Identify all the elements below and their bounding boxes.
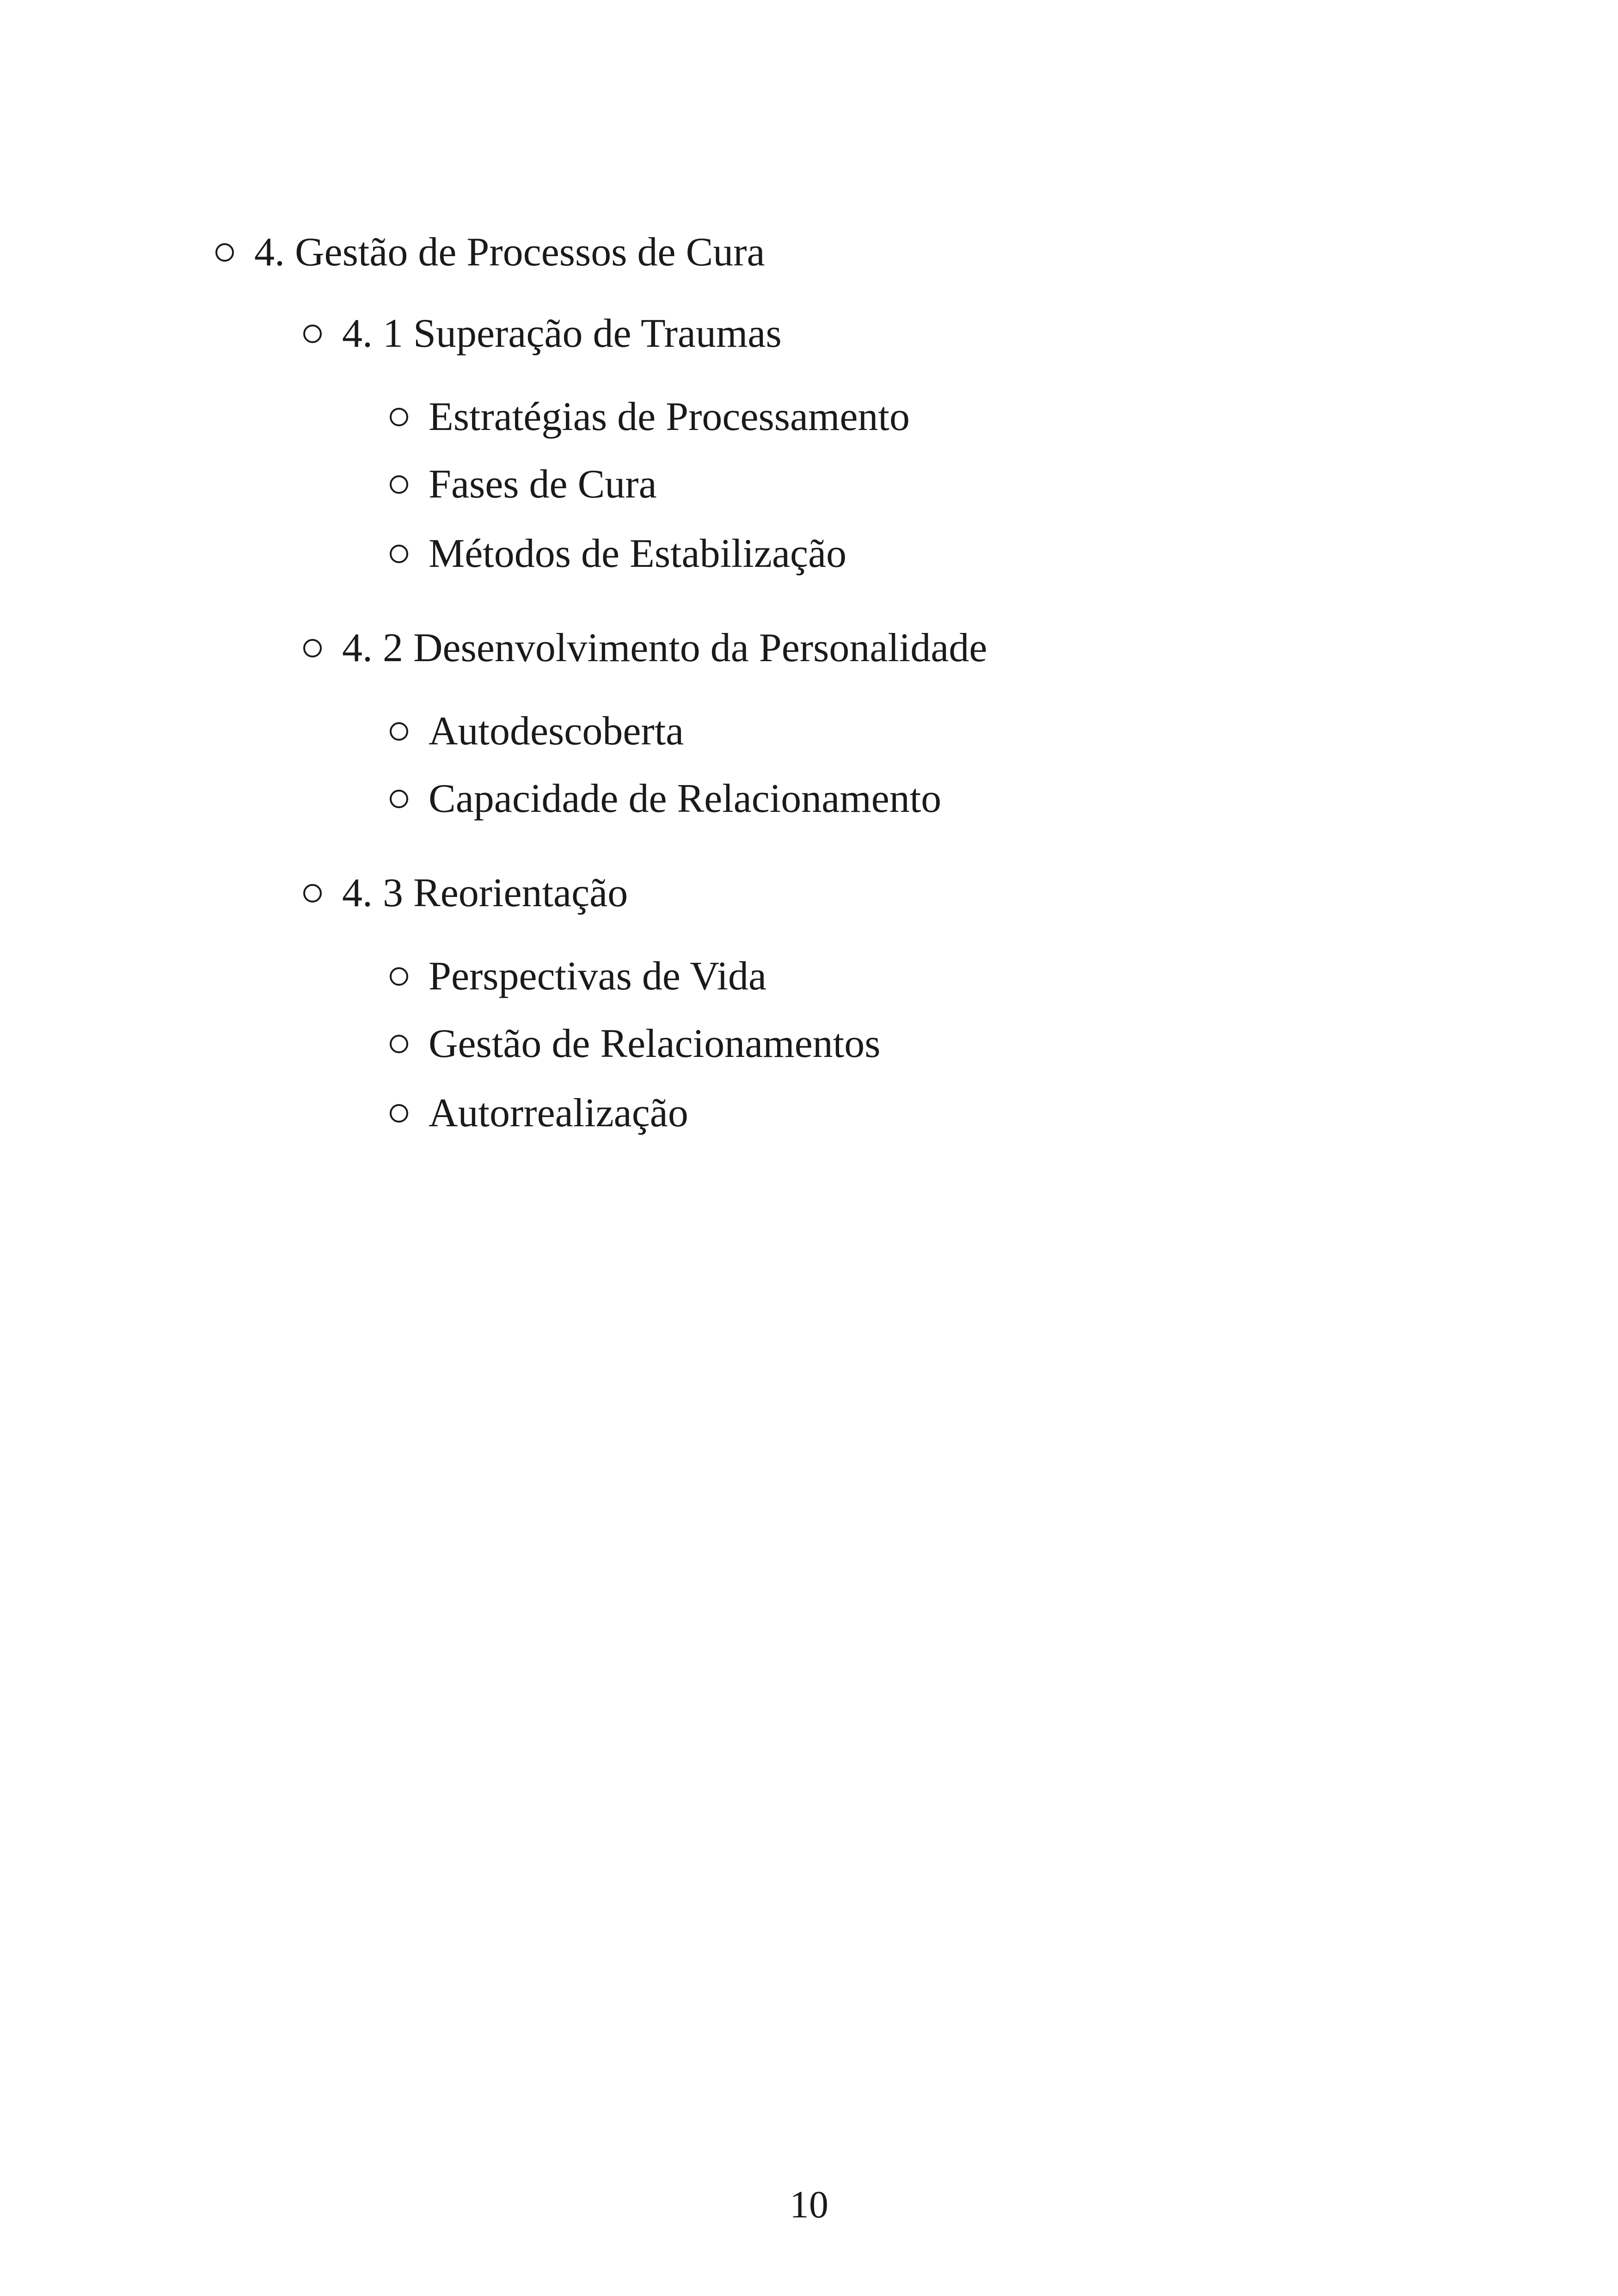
outline-item-label: 4. 1 Superação de Traumas <box>342 311 782 356</box>
outline-item-label: 4. 2 Desenvolvimento da Personalidade <box>342 626 987 670</box>
page-number: 10 <box>790 2183 828 2226</box>
hollow-circle-bullet-icon <box>303 639 322 657</box>
outline-item-label: 4. 3 Reorientação <box>342 871 628 915</box>
outline-item-label: Estratégias de Processamento <box>429 394 910 439</box>
outline-item-4-1-c <box>390 531 847 576</box>
hollow-circle-bullet-icon <box>303 884 322 902</box>
outline-item-4-3-c <box>390 1093 688 1134</box>
outline-item-section-4 <box>215 232 765 273</box>
outline-item-label: Autodescoberta <box>429 709 684 754</box>
hollow-circle-bullet-icon <box>390 408 408 426</box>
hollow-circle-bullet-icon <box>390 967 408 986</box>
outline-item-4-2-a <box>390 711 684 752</box>
outline-item-label: Autorrealização <box>429 1091 688 1136</box>
outline-item-4-1 <box>303 313 782 354</box>
hollow-circle-bullet-icon <box>390 1035 408 1053</box>
outline-item-label: Perspectivas de Vida <box>429 954 767 999</box>
outline-item-4-2-b <box>390 776 942 821</box>
outline-item-label: 4. Gestão de Processos de Cura <box>254 230 765 275</box>
outline-item-4-1-b <box>390 464 657 505</box>
outline-item-4-1-a <box>390 394 910 439</box>
outline-item-label: Gestão de Relacionamentos <box>429 1021 881 1066</box>
outline-item-4-3-a <box>390 956 766 997</box>
outline-item-4-3 <box>303 873 628 914</box>
hollow-circle-bullet-icon <box>390 790 408 808</box>
outline-item-4-2 <box>303 628 987 669</box>
hollow-circle-bullet-icon <box>390 475 408 494</box>
outline-item-label: Métodos de Estabilização <box>429 531 847 576</box>
outline-item-label: Fases de Cura <box>429 462 657 507</box>
hollow-circle-bullet-icon <box>303 325 322 343</box>
hollow-circle-bullet-icon <box>215 243 234 262</box>
outline-item-4-3-b <box>390 1021 881 1066</box>
outline-item-label: Capacidade de Relacionamento <box>429 776 942 821</box>
hollow-circle-bullet-icon <box>390 1104 408 1123</box>
hollow-circle-bullet-icon <box>390 545 408 563</box>
hollow-circle-bullet-icon <box>390 722 408 741</box>
